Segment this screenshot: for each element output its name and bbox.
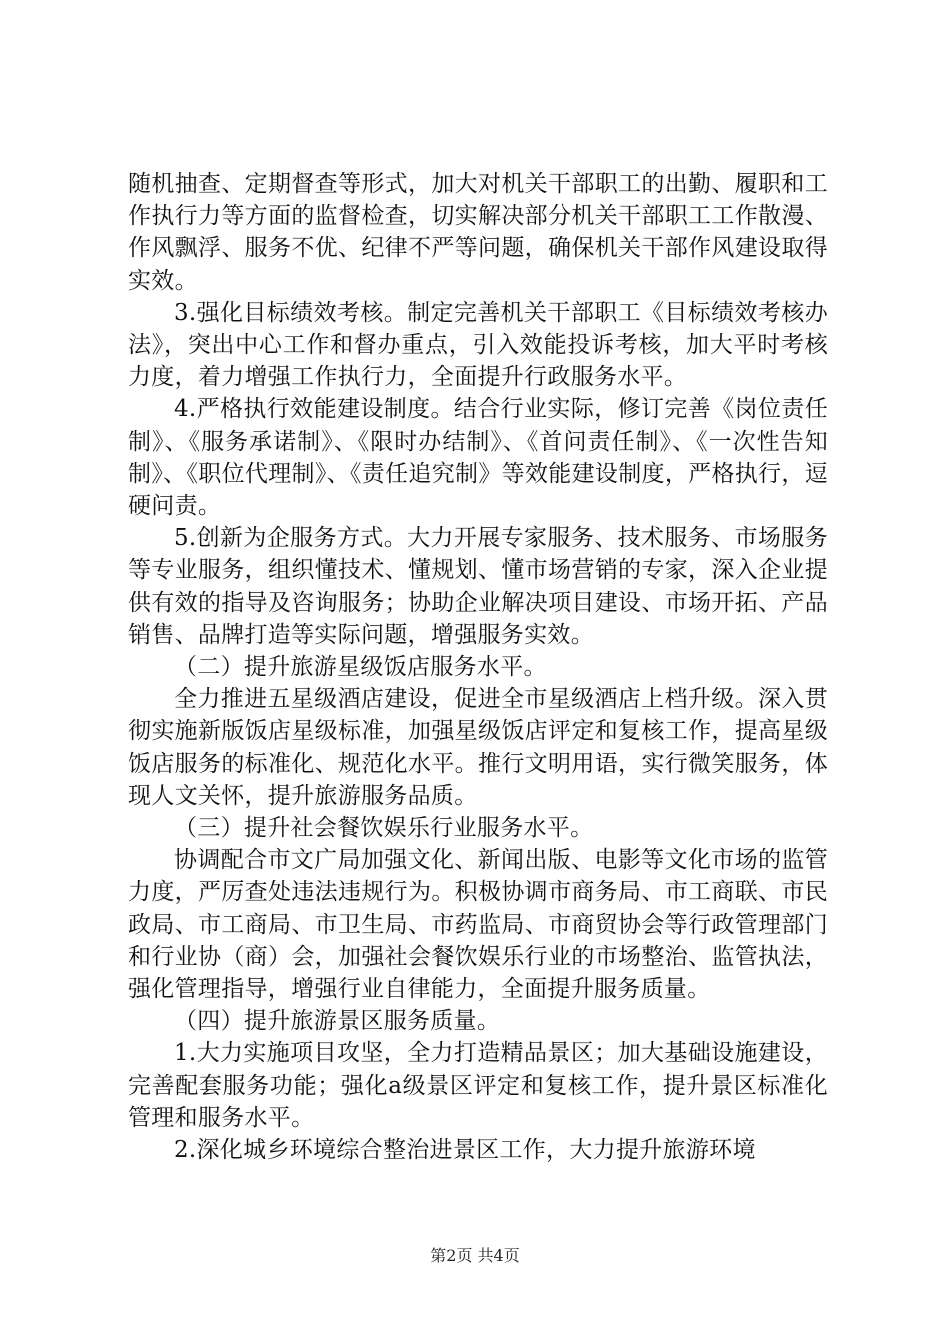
section-heading-3: （三）提升社会餐饮娱乐行业服务水平。 [174,815,594,842]
page-number-footer: 第2页 共4页 [430,1246,520,1265]
paragraph-2: 3.强化目标绩效考核。制定完善机关干部职工《目标绩效考核办法》，突出中心工作和督办重点，引入效能投诉考核，加大平时考核力度，着力增强工作执行力，全面提升行政服务水平。 [128,299,828,391]
paragraph-5: 全力推进五星级酒店建设，促进全市星级酒店上档升级。深入贯彻实施新版饭店星级标准，加强星级饭店评定和复核工作，提高星级饭店服务的标准化、规范化水平。推行文明用语，实行微笑服务，体现人文关怀，提升旅游服务品质。 [128,686,828,809]
paragraph-6: 协调配合市文广局加强文化、新闻出版、电影等文化市场的监管力度，严厉查处违法违规行为。积极协调市商务局、市工商联、市民政局、市工商局、市卫生局、市药监局、市商贸协会等行政管理部门和行业协（商）会，加强社会餐饮娱乐行业的市场整治、监管执法，强化管理指导，增强行业自律能力，全面提升服务质量。 [128,847,828,1003]
section-heading-2: （二）提升旅游星级饭店服务水平。 [174,654,547,681]
document-body [128,168,828,1166]
paragraph-7: 1.大力实施项目攻坚，全力打造精品景区；加大基础设施建设，完善配套服务功能；强化a级景区评定和复核工作，提升景区标准化管理和服务水平。 [128,1040,828,1131]
section-heading-4: （四）提升旅游景区服务质量。 [174,1008,501,1035]
paragraph-3: 4.严格执行效能建设制度。结合行业实际，修订完善《岗位责任制》、《服务承诺制》、《限时办结制》、《首问责任制》、《一次性告知制》、《职位代理制》、《责任追究制》等效能建设制度，严格执行，逗硬问责。 [128,396,828,520]
paragraph-1: 随机抽查、定期督查等形式，加大对机关干部职工的出勤、履职和工作执行力等方面的监督检查，切实解决部分机关干部职工工作散漫、作风飘浮、服务不优、纪律不严等问题，确保机关干部作风建设取得实效。 [128,171,828,294]
paragraph-8: 2.深化城乡环境综合整治进景区工作，大力提升旅游环境 [174,1137,756,1164]
paragraph-4: 5.创新为企服务方式。大力开展专家服务、技术服务、市场服务等专业服务，组织懂技术、懂规划、懂市场营销的专家，深入企业提供有效的指导及咨询服务；协助企业解决项目建设、市场开拓、产品销售、品牌打造等实际问题，增强服务实效。 [128,525,828,648]
